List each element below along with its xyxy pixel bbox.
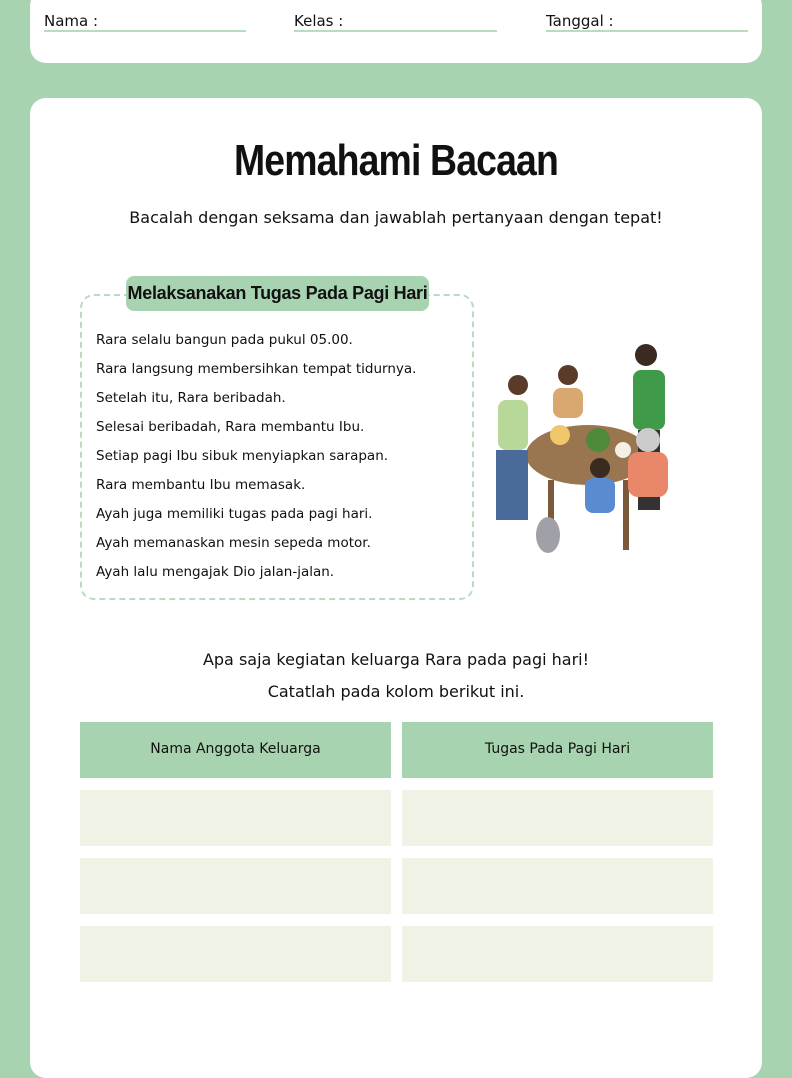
reading-line: Setelah itu, Rara beribadah. [96,390,286,406]
page-title: Memahami Bacaan [233,136,558,185]
family-breakfast-illustration [488,340,703,575]
task-answer-cell[interactable] [402,858,713,914]
reading-line: Ayah memanaskan mesin sepeda motor. [96,535,371,551]
reading-line: Rara membantu Ibu memasak. [96,477,306,493]
member-answer-cell[interactable] [80,858,391,914]
reading-heading-pill [126,276,429,311]
reading-line: Rara selalu bangun pada pukul 05.00. [96,332,353,348]
tanggal-field[interactable] [546,12,748,32]
reading-line: Setiap pagi Ibu sibuk menyiapkan sarapan. [96,448,389,464]
question-line-2: Catatlah pada kolom berikut ini. [267,682,525,701]
table-header-morning-task: Tugas Pada Pagi Hari [402,722,713,778]
kelas-field[interactable] [294,12,497,32]
nama-field[interactable] [44,12,246,32]
instructions: Bacalah dengan seksama dan jawablah pertanyaan dengan tepat! [129,208,663,227]
task-answer-cell[interactable] [402,790,713,846]
reading-line: Selesai beribadah, Rara membantu Ibu. [96,419,365,435]
reading-line: Rara langsung membersihkan tempat tidurnya. [96,361,417,377]
student-info-card [30,0,762,63]
tanggal-label: Tanggal : [546,12,614,30]
question-line-1: Apa saja kegiatan keluarga Rara pada pagi hari! [202,650,590,669]
task-answer-cell[interactable] [402,926,713,982]
reading-line: Ayah lalu mengajak Dio jalan-jalan. [96,564,335,580]
member-answer-cell[interactable] [80,926,391,982]
table-header-family-member: Nama Anggota Keluarga [80,722,391,778]
kelas-label: Kelas : [294,12,344,30]
reading-heading: Melaksanakan Tugas Pada Pagi Hari [127,283,428,303]
nama-label: Nama : [44,12,99,30]
reading-line: Ayah juga memiliki tugas pada pagi hari. [96,506,373,522]
member-answer-cell[interactable] [80,790,391,846]
